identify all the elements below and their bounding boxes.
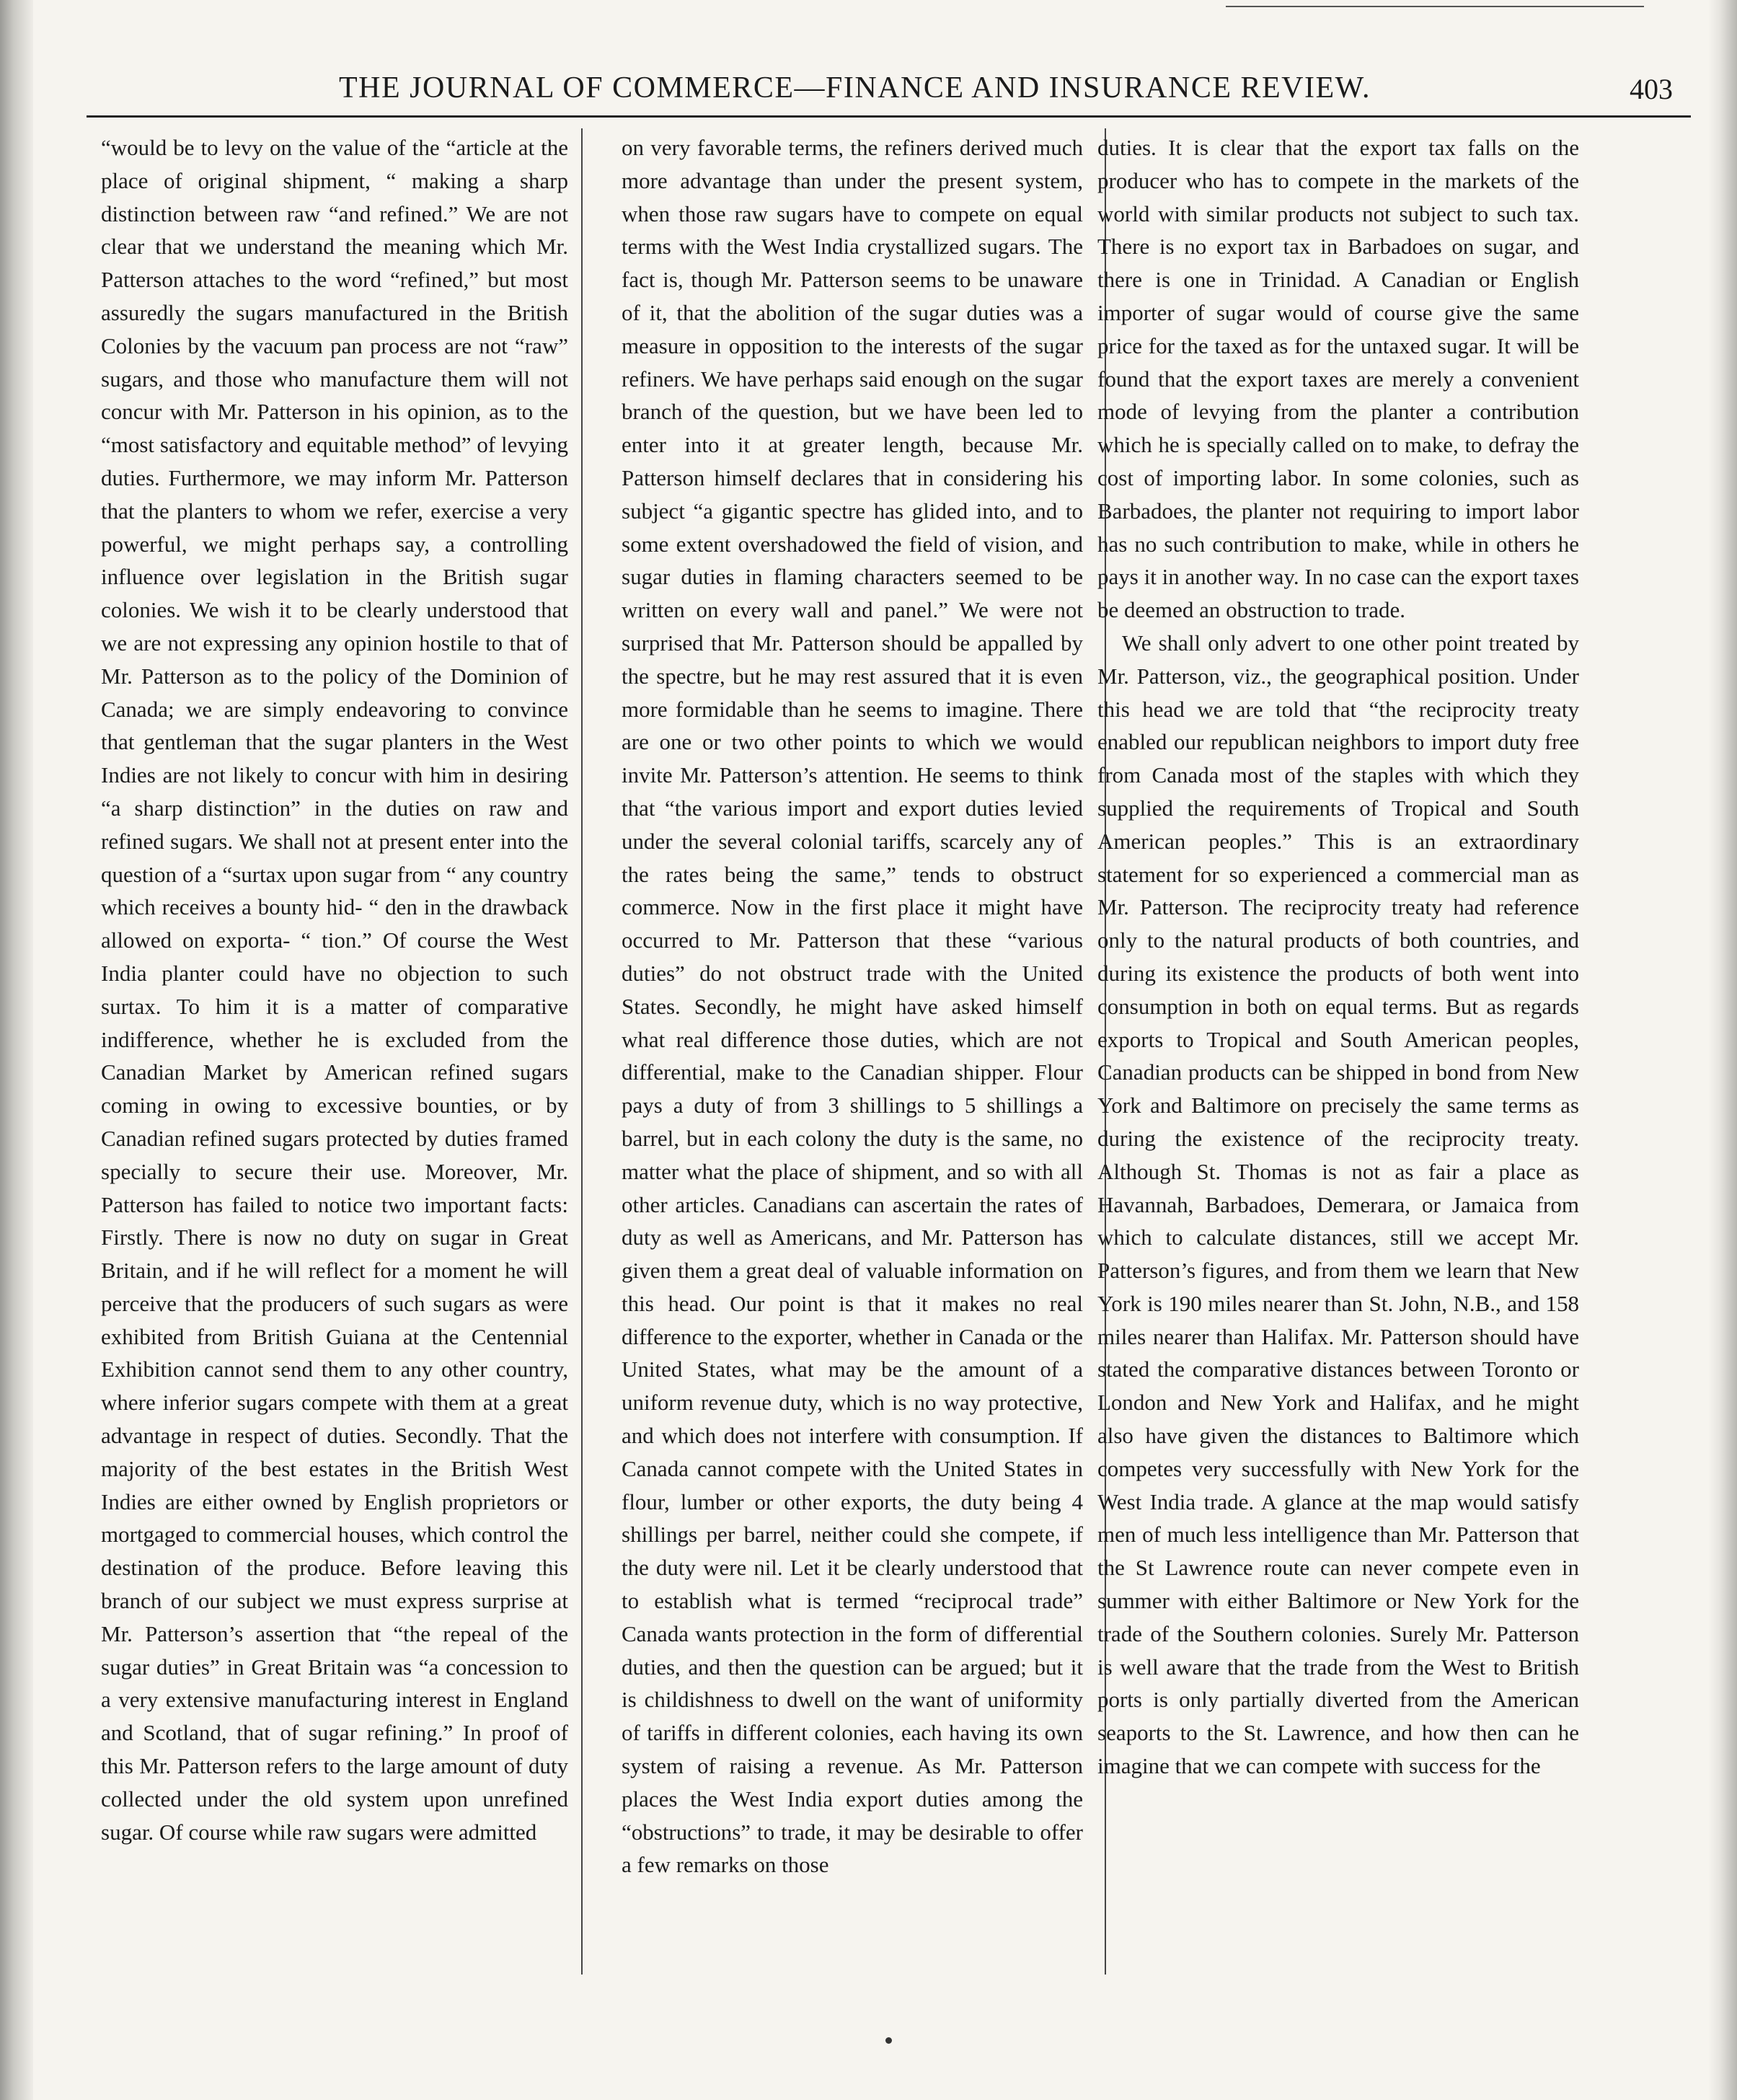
column-3-paragraph-2: We shall only advert to one other point treated by Mr. Patterson, viz., the geographical position. Under this head we are told that “the reciprocity treaty enabled our republican neighbors to import duty free from Canada most of the staples with which they supplied the requirements of Tropical and South American peoples.” This is an extraordinary statement for so experienced a commercial man as Mr. Patterson. The reciprocity treaty had reference only to the natural products of both countries, and during its existence the products of both went into consumption in both on equal terms. But as regards exports to Tropical and South American peoples, Canadian products can be shipped in bond from New York and Baltimore on precisely the same terms as during the existence of the reciprocity treaty. Although St. Thomas is not as fair a place as Havannah, Barbadoes, Demerara, or Jamaica from which to calculate distances, still we accept Mr. Patterson’s figures, and from them we learn that New York is 190 miles nearer than St. John, N.B., and 158 miles nearer than Halifax. Mr. Patterson should have stated the comparative distances between Toronto or London and New York and Halifax, and he might also have given the distances to Baltimore which competes very successfully with New York for the West India trade. A glance at the map would satisfy men of much less intelligence than Mr. Patterson that the St Lawrence route can never compete even in summer with either Baltimore or New York for the trade of the Southern colonies. Surely Mr. Patterson is well aware that the trade from the West to British ports is only partially diverted from the American seaports to the St. Lawrence, and how then can he imagine that we can compete with success for the [1097, 630, 1579, 1779]
header-rule [87, 115, 1691, 118]
page-left-edge [0, 0, 33, 2100]
column-2 [622, 131, 1083, 1985]
page-right-edge [1708, 0, 1737, 2100]
column-2-paragraph-1: on very favorable terms, the refiners derived much more advantage than under the present system, when those raw sugars have to compete on equal terms with the West India crystallized sugars. The fact is, though Mr. Patterson seems to be unaware of it, that the abolition of the sugar duties was a measure in opposition to the interests of the sugar refiners. We have perhaps said enough on the sugar branch of the question, but we have been led to enter into it at greater length, because Mr. Patterson himself declares that in considering his subject “a gigantic spectre has glided into, and to some extent overshadowed the field of vision, and sugar duties in flaming characters seemed to be written on every wall and panel.” We were not surprised that Mr. Patterson should be appalled by the spectre, but he may rest assured that it is even more formidable than he seems to imagine. There are one or two other points to which we would invite Mr. Patterson’s attention. He seems to think that “the various import and export duties levied under the several colonial tariffs, scarcely any of the rates being the same,” tends to obstruct commerce. Now in the first place it might have occurred to Mr. Patterson that these “various duties” do not obstruct trade with the United States. Secondly, he might have asked himself what real difference those duties, which are not differential, make to the Canadian shipper. Flour pays a duty of from 3 shillings to 5 shillings a barrel, but in each colony the duty is the same, no matter what the place of shipment, and so with all other articles. Canadians can ascertain the rates of duty as well as Americans, and Mr. Patterson has given them a great deal of valuable information on this head. Our point is that it makes no real difference to the exporter, whether in Canada or the United States, what may be the amount of a uniform revenue duty, which is no way protective, and which does not interfere with consumption. If Canada cannot compete with the United States in flour, lumber or other exports, the duty being 4 shillings per barrel, neither could she compete, if the duty were nil. Let it be clearly understood that to establish what is termed “reciprocal trade” Canada wants protection in the form of differential duties, and then the question can be argued; but it is childishness to dwell on the want of uniformity of tariffs in different colonies, each having its own system of raising a revenue. As Mr. Patterson places the West India export duties among the “obstructions” to trade, it may be desirable to offer a few remarks on those [622, 135, 1083, 1878]
running-head: THE JOURNAL OF COMMERCE—FINANCE AND INSURANCE REVIEW. [339, 71, 1371, 105]
column-1 [101, 131, 568, 1985]
column-3 [1097, 131, 1579, 1985]
column-1-paragraph-1: “would be to levy on the value of the “article at the place of original shipment, “ making a sharp distinction between raw “and refined.” We are not clear that we understand the meaning which Mr. Patterson attaches to the word “refined,” but most assuredly the sugars manufactured in the British Colonies by the vacuum pan process are not “raw” sugars, and those who manufacture them will not concur with Mr. Patterson in his opinion, as to the “most satisfactory and equitable method” of levying duties. Furthermore, we may inform Mr. Patterson that the planters to whom we refer, exercise a very powerful, we might perhaps say, a controlling influence over legislation in the British sugar colonies. We wish it to be clearly understood that we are not expressing any opinion hostile to that of Mr. Patterson as to the policy of the Dominion of Canada; we are simply endeavoring to convince that gentleman that the sugar planters in the West Indies are not likely to concur with him in desiring “a sharp distinction” in the duties on raw and refined sugars. We shall not at present enter into the question of a “surtax upon sugar from “ any country which receives a bounty hid- “ den in the drawback allowed on exporta- “ tion.” Of course the West India planter could have no objection to such surtax. To him it is a matter of comparative indifference, whether he is excluded from the Canadian Market by American refined sugars coming in owing to excessive bounties, or by Canadian refined sugars protected by duties framed specially to secure their use. Moreover, Mr. Patterson has failed to notice two important facts: Firstly. There is now no duty on sugar in Great Britain, and if he will reflect for a moment he will perceive that the producers of such sugars as were exhibited from British Guiana at the Centennial Exhibition cannot send them to any other country, where inferior sugars compete with them at a great advantage in respect of duties. Secondly. That the majority of the best estates in the British West Indies are either owned by English proprietors or mortgaged to commercial houses, which control the destination of the produce. Before leaving this branch of our subject we must express surprise at Mr. Patterson’s assertion that “the repeal of the sugar duties” in Great Britain was “a concession to a very extensive manufacturing interest in England and Scotland, that of sugar refining.” In proof of this Mr. Patterson refers to the large amount of duty collected under the old system upon unrefined sugar. Of course while raw sugars were admitted [101, 135, 568, 1845]
top-rule [1226, 6, 1644, 7]
column-3-paragraph-1: duties. It is clear that the export tax falls on the producer who has to compete in the markets of the world with similar products not subject to such tax. There is no export tax in Barbadoes on sugar, and there is one in Trinidad. A Canadian or English importer of sugar would of course give the same price for the taxed as for the untaxed sugar. It will be found that the export taxes are merely a convenient mode of levying from the planter a contribution which he is specially called on to make, to defray the cost of importing labor. In some colonies, such as Barbadoes, the planter not requiring to import labor has no such contribution to make, while in others he pays it in another way. In no case can the export taxes be deemed an obstruction to trade. [1097, 135, 1579, 623]
column-divider-1 [581, 128, 583, 1975]
print-speck [885, 2037, 892, 2044]
page-header [339, 71, 1673, 114]
page-number: 403 [1630, 73, 1673, 105]
